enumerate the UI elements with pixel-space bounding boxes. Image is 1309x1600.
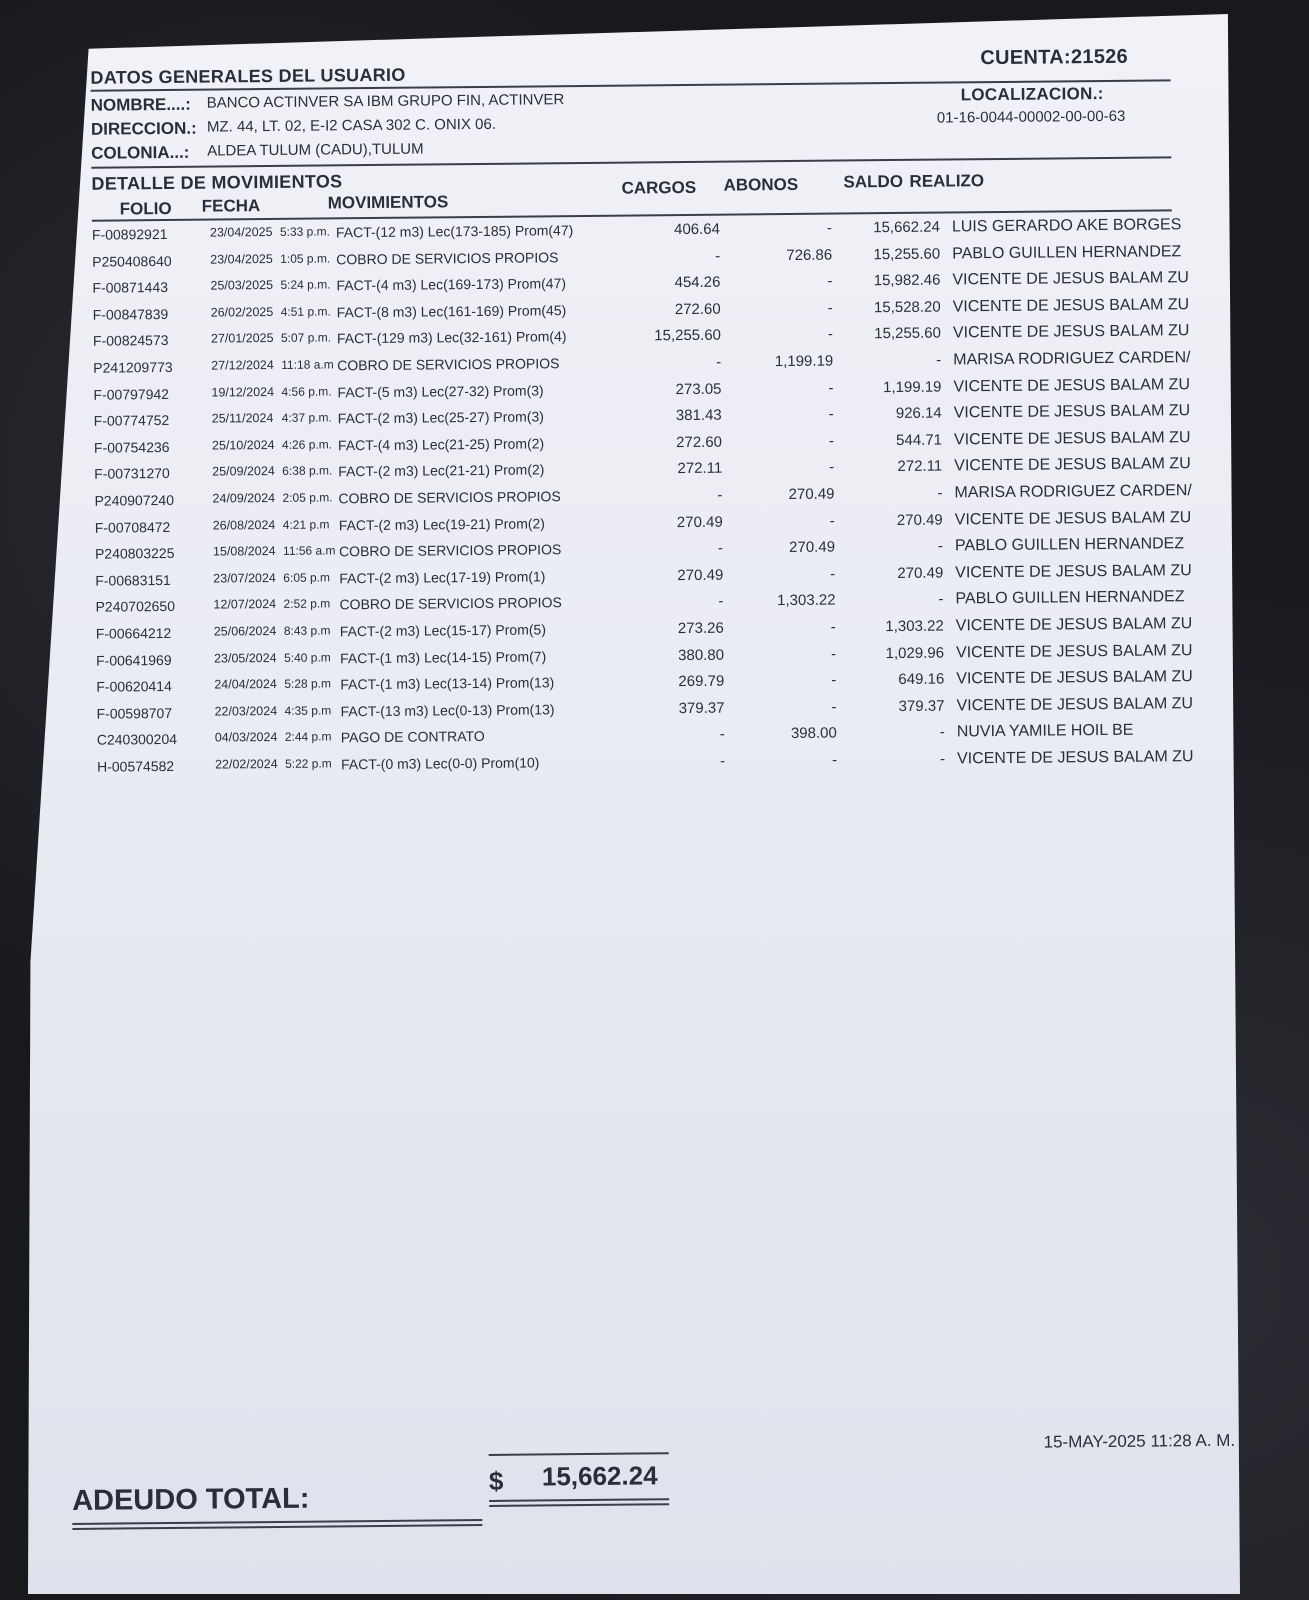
row-time: 1:05 p.m. <box>280 251 331 266</box>
row-movement: FACT-(4 m3) Lec(21-25) Prom(2) <box>337 435 545 454</box>
movements-title: DETALLE DE MOVIMIENTOS <box>91 171 343 194</box>
row-abono: 398.00 <box>790 724 837 743</box>
row-fecha: 25/11/2024 <box>211 411 274 426</box>
row-realizo: VICENTE DE JESUS BALAM ZU <box>954 455 1191 475</box>
row-realizo: VICENTE DE JESUS BALAM ZU <box>952 269 1190 289</box>
row-cargo: 380.80 <box>678 646 725 664</box>
row-movement: FACT-(5 m3) Lec(27-32) Prom(3) <box>337 381 544 400</box>
row-folio: F-00620414 <box>96 678 172 695</box>
row-abono: - <box>829 458 835 477</box>
row-cargo: 406.64 <box>673 220 721 239</box>
row-realizo: MARISA RODRIGUEZ CARDEN/ <box>953 349 1191 369</box>
row-realizo: VICENTE DE JESUS BALAM ZU <box>956 694 1194 715</box>
row-folio: F-00754236 <box>93 438 170 456</box>
row-saldo: 272.11 <box>897 457 943 476</box>
row-time: 5:07 p.m. <box>280 330 332 346</box>
colonia-value: ALDEA TULUM (CADU),TULUM <box>207 140 424 160</box>
row-fecha: 24/04/2024 <box>214 677 277 692</box>
col-movimientos: MOVIMIENTOS <box>327 192 449 213</box>
row-movement: FACT-(2 m3) Lec(25-27) Prom(3) <box>337 408 544 427</box>
row-saldo: 1,199.19 <box>882 378 942 396</box>
row-folio: F-00731270 <box>94 465 170 483</box>
row-folio: P250408640 <box>92 252 172 270</box>
row-fecha: 23/04/2025 <box>210 251 273 267</box>
row-abono: 270.49 <box>789 538 836 557</box>
row-saldo: - <box>937 484 943 502</box>
row-fecha: 25/09/2024 <box>212 464 275 479</box>
row-fecha: 24/09/2024 <box>212 490 276 506</box>
row-abono: - <box>831 671 837 689</box>
row-saldo: 379.37 <box>898 697 945 715</box>
general-data-title: DATOS GENERALES DEL USUARIO <box>90 64 406 88</box>
location-value: 01-16-0044-00002-00-00-63 <box>936 107 1126 127</box>
row-fecha: 25/06/2024 <box>213 623 277 639</box>
row-fecha: 25/10/2024 <box>211 437 275 453</box>
row-time: 2:52 p.m <box>283 596 331 612</box>
row-folio: F-00774752 <box>93 412 170 429</box>
row-fecha: 12/07/2024 <box>213 597 277 612</box>
row-saldo: - <box>939 723 945 741</box>
row-movement: FACT-(12 m3) Lec(173-185) Prom(47) <box>335 222 574 241</box>
row-abono: - <box>827 272 833 290</box>
address-label: DIRECCION.: <box>90 118 197 139</box>
row-movement: PAGO DE CONTRATO <box>340 728 485 746</box>
row-saldo: 15,255.60 <box>873 245 941 263</box>
row-fecha: 15/08/2024 <box>212 544 276 559</box>
total-currency: $ <box>488 1465 504 1496</box>
row-cargo: - <box>717 486 723 504</box>
row-folio: H-00574582 <box>96 757 175 775</box>
row-folio: F-00871443 <box>92 279 169 296</box>
row-cargo: 270.49 <box>677 566 724 584</box>
row-realizo: VICENTE DE JESUS BALAM ZU <box>956 748 1194 768</box>
row-realizo: LUIS GERARDO AKE BORGES <box>951 216 1182 236</box>
col-cargos: CARGOS <box>621 177 697 198</box>
row-cargo: - <box>715 247 721 265</box>
row-fecha: 22/03/2024 <box>214 703 278 719</box>
row-realizo: MARISA RODRIGUEZ CARDEN/ <box>954 482 1192 502</box>
row-movement: FACT-(2 m3) Lec(21-21) Prom(2) <box>338 461 545 480</box>
row-saldo: - <box>936 351 942 369</box>
row-cargo: 454.26 <box>674 273 721 292</box>
row-time: 5:40 p.m <box>283 650 331 665</box>
total-label-underline-2 <box>72 1524 482 1529</box>
row-fecha: 23/07/2024 <box>213 570 276 586</box>
row-movement: COBRO DE SERVICIOS PROPIOS <box>337 355 560 374</box>
account-number: CUENTA:21526 <box>980 45 1129 70</box>
row-abono: 1,303.22 <box>777 591 836 610</box>
row-saldo: 15,255.60 <box>874 324 942 343</box>
row-fecha: 04/03/2024 <box>214 730 278 745</box>
row-fecha: 26/02/2025 <box>210 304 274 320</box>
col-abonos: ABONOS <box>723 174 799 195</box>
row-saldo: 15,662.24 <box>873 218 941 237</box>
row-abono: 1,199.19 <box>774 352 834 371</box>
row-saldo: 15,528.20 <box>873 298 941 316</box>
row-saldo: 1,303.22 <box>885 617 944 636</box>
row-movement: FACT-(1 m3) Lec(14-15) Prom(7) <box>339 647 547 666</box>
row-time: 4:51 p.m. <box>280 304 331 319</box>
row-saldo: 926.14 <box>895 404 942 423</box>
row-time: 4:21 p.m <box>282 517 330 532</box>
row-movement: COBRO DE SERVICIOS PROPIOS <box>339 594 562 613</box>
row-abono: - <box>826 219 833 237</box>
row-folio: F-00847839 <box>92 305 169 323</box>
row-abono: - <box>831 698 837 716</box>
address-value: MZ. 44, LT. 02, E-I2 CASA 302 C. ONIX 06. <box>206 115 497 136</box>
row-movement: FACT-(0 m3) Lec(0-0) Prom(10) <box>340 754 540 773</box>
row-realizo: VICENTE DE JESUS BALAM ZU <box>956 668 1193 688</box>
row-realizo: VICENTE DE JESUS BALAM ZU <box>953 402 1191 422</box>
row-fecha: 22/02/2024 <box>214 756 278 772</box>
row-folio: F-00683151 <box>95 571 171 589</box>
row-time: 11:18 a.m <box>281 357 334 372</box>
colonia-label: COLONIA...: <box>91 142 190 163</box>
total-amount: 15,662.24 <box>541 1460 658 1492</box>
row-movement: FACT-(4 m3) Lec(169-173) Prom(47) <box>336 275 567 294</box>
total-label: ADEUDO TOTAL: <box>71 1482 310 1517</box>
row-cargo: 272.60 <box>676 433 723 451</box>
row-realizo: VICENTE DE JESUS BALAM ZU <box>955 561 1192 582</box>
row-folio: F-00892921 <box>91 225 168 243</box>
row-realizo: VICENTE DE JESUS BALAM ZU <box>953 428 1191 449</box>
row-time: 4:26 p.m. <box>281 437 333 452</box>
row-time: 5:22 p.m <box>284 756 332 771</box>
total-value-overline <box>489 1452 669 1455</box>
row-abono: - <box>828 432 835 450</box>
row-folio: P240803225 <box>94 545 175 562</box>
row-realizo: PABLO GUILLEN HERNANDEZ <box>954 535 1185 555</box>
row-movement: COBRO DE SERVICIOS PROPIOS <box>338 488 561 507</box>
col-fecha: FECHA <box>201 196 261 216</box>
row-saldo: 544.71 <box>896 431 943 449</box>
row-folio: P240702650 <box>95 598 176 616</box>
row-realizo: PABLO GUILLEN HERNANDEZ <box>955 588 1185 608</box>
row-realizo: VICENTE DE JESUS BALAM ZU <box>955 641 1193 662</box>
row-time: 11:56 a.m <box>282 543 336 559</box>
row-fecha: 27/01/2025 <box>210 331 274 346</box>
row-abono: - <box>827 325 834 344</box>
row-abono: - <box>831 751 838 769</box>
row-cargo: 273.26 <box>677 619 724 638</box>
row-abono: - <box>829 512 835 530</box>
col-saldo: SALDO <box>843 171 904 192</box>
row-cargo: 272.11 <box>677 460 723 478</box>
row-saldo: - <box>939 750 946 768</box>
row-fecha: 23/04/2025 <box>209 224 273 240</box>
row-folio: F-00664212 <box>95 624 172 642</box>
row-time: 4:56 p.m. <box>281 384 332 399</box>
row-folio: F-00797942 <box>93 385 170 403</box>
row-cargo: - <box>718 593 724 611</box>
row-movement: COBRO DE SERVICIOS PROPIOS <box>338 541 562 560</box>
row-movement: FACT-(2 m3) Lec(17-19) Prom(1) <box>339 568 546 587</box>
row-saldo: 270.49 <box>897 564 944 582</box>
name-value: BANCO ACTINVER SA IBM GRUPO FIN, ACTINVER <box>206 91 565 112</box>
print-timestamp: 15-MAY-2025 11:28 A. M. <box>1043 1430 1236 1452</box>
location-label: LOCALIZACION.: <box>960 83 1104 105</box>
row-time: 6:38 p.m. <box>282 463 333 479</box>
col-folio: FOLIO <box>119 198 172 219</box>
row-movement: FACT-(2 m3) Lec(15-17) Prom(5) <box>339 621 547 640</box>
row-folio: F-00824573 <box>92 332 169 350</box>
row-folio: F-00641969 <box>95 651 172 669</box>
row-time: 5:28 p.m <box>284 676 332 692</box>
row-cargo: 272.60 <box>674 300 721 318</box>
col-realizo: REALIZO <box>909 171 985 191</box>
row-fecha: 26/08/2024 <box>212 517 276 533</box>
row-saldo: 270.49 <box>896 511 943 529</box>
row-cargo: 381.43 <box>675 406 722 425</box>
row-folio: C240300204 <box>96 731 178 749</box>
row-movement: FACT-(1 m3) Lec(13-14) Prom(13) <box>340 674 555 693</box>
row-fecha: 19/12/2024 <box>211 384 275 400</box>
row-time: 4:35 p.m <box>284 703 332 718</box>
account-statement <box>60 19 1235 1570</box>
row-folio: F-00598707 <box>96 704 173 722</box>
row-saldo: - <box>937 537 944 555</box>
row-abono: - <box>828 379 834 397</box>
row-cargo: - <box>719 752 726 770</box>
row-abono: - <box>827 299 833 317</box>
row-folio: F-00708472 <box>94 518 171 536</box>
row-time: 2:05 p.m. <box>282 490 333 505</box>
row-cargo: 273.05 <box>675 380 722 398</box>
row-movement: FACT-(13 m3) Lec(0-13) Prom(13) <box>340 701 555 720</box>
row-time: 2:44 p.m <box>284 729 332 745</box>
name-label: NOMBRE....: <box>90 94 191 115</box>
total-value-underline <box>489 1498 669 1501</box>
row-cargo: 269.79 <box>678 672 725 691</box>
row-movement: FACT-(129 m3) Lec(32-161) Prom(4) <box>336 328 567 347</box>
row-folio: P240907240 <box>94 491 175 509</box>
row-realizo: VICENTE DE JESUS BALAM ZU <box>953 375 1191 396</box>
row-abono: - <box>830 645 837 663</box>
row-saldo: 1,029.96 <box>885 644 945 662</box>
row-saldo: - <box>938 590 944 608</box>
row-movement: FACT-(8 m3) Lec(161-169) Prom(45) <box>336 301 567 321</box>
row-saldo: 15,982.46 <box>873 271 941 290</box>
row-abono: - <box>830 618 836 636</box>
row-abono: - <box>828 405 834 423</box>
row-cargo: - <box>717 539 724 557</box>
row-cargo: 379.37 <box>678 699 725 717</box>
row-realizo: VICENTE DE JESUS BALAM ZU <box>954 508 1192 529</box>
row-time: 5:33 p.m. <box>279 224 331 239</box>
row-movement: FACT-(2 m3) Lec(19-21) Prom(2) <box>338 514 546 533</box>
row-time: 6:05 p.m <box>283 570 331 585</box>
row-time: 4:37 p.m. <box>281 410 332 426</box>
row-abono: 270.49 <box>788 485 835 504</box>
row-realizo: NUVIA YAMILE HOIL BE <box>956 722 1134 741</box>
row-cargo: 270.49 <box>676 513 723 531</box>
row-fecha: 25/03/2025 <box>210 278 274 293</box>
row-realizo: VICENTE DE JESUS BALAM ZU <box>952 322 1190 342</box>
row-realizo: VICENTE DE JESUS BALAM ZU <box>955 615 1193 635</box>
row-time: 8:43 p.m <box>283 623 331 638</box>
row-abono: - <box>830 565 836 583</box>
row-fecha: 23/05/2024 <box>213 650 277 666</box>
row-cargo: - <box>716 353 722 371</box>
row-cargo: - <box>719 726 725 744</box>
total-value-underline-2 <box>489 1503 669 1506</box>
row-realizo: VICENTE DE JESUS BALAM ZU <box>952 295 1190 316</box>
row-realizo: PABLO GUILLEN HERNANDEZ <box>952 242 1182 263</box>
row-folio: P241209773 <box>93 358 173 376</box>
row-saldo: 649.16 <box>898 670 945 689</box>
row-fecha: 27/12/2024 <box>211 357 274 373</box>
row-cargo: 15,255.60 <box>654 327 722 345</box>
row-time: 5:24 p.m. <box>280 277 331 293</box>
row-movement: COBRO DE SERVICIOS PROPIOS <box>336 248 559 267</box>
row-abono: 726.86 <box>786 246 833 264</box>
